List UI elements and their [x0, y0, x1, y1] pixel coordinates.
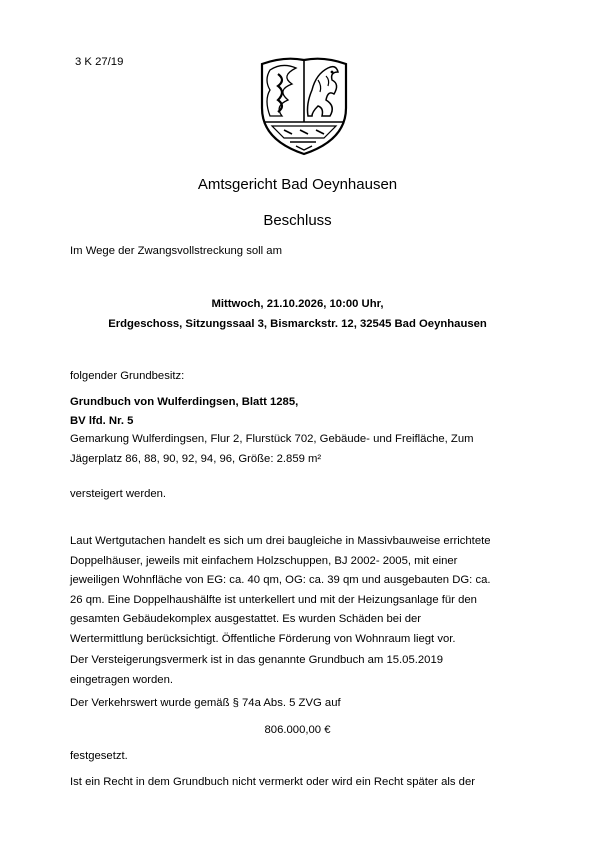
appraisal-line: Wertermittlung berücksichtigt. Öffentliche Förderung von Wohnraum liegt vor. [70, 632, 456, 645]
appraisal-line: 26 qm. Eine Doppelhaushälfte ist unterkellert und mit der Heizungsanlage für den [70, 593, 477, 606]
market-value: 806.000,00 € [264, 724, 331, 736]
registration-line: eingetragen worden. [70, 673, 174, 686]
registration-line: Der Versteigerungsvermerk ist in das genannte Grundbuch am 15.05.2019 [70, 654, 444, 666]
case-number: 3 K 27/19 [75, 56, 124, 68]
intro-text: Im Wege der Zwangsvollstreckung soll am [70, 245, 283, 257]
appraisal-line: Doppelhäuser, jeweils mit einfachem Holzschuppen, BJ 2002- 2005, mit einer [70, 554, 458, 567]
coat-of-arms-icon [256, 50, 352, 158]
appointment-date: Mittwoch, 21.10.2026, 10:00 Uhr, [211, 298, 384, 310]
property-description-line: Gemarkung Wulferdingsen, Flur 2, Flurstück 702, Gebäude- und Freifläche, Zum [70, 433, 474, 445]
property-description-line: Jägerplatz 86, 88, 90, 92, 94, 96, Größe: 2.859 m² [70, 452, 322, 465]
appointment-location: Erdgeschoss, Sitzungssaal 3, Bismarckstr. 12, 32545 Bad Oeynhausen [108, 318, 487, 330]
auction-text: versteigert werden. [70, 488, 167, 500]
fixed-text: festgesetzt. [70, 750, 128, 762]
property-description [70, 430, 530, 469]
document-title: Beschluss [263, 212, 332, 229]
closing-fragment: Ist ein Recht in dem Grundbuch nicht vermerkt oder wird ein Recht später als der [70, 776, 475, 788]
appraisal-paragraph [70, 532, 530, 649]
appraisal-line: Laut Wertgutachen handelt es sich um drei baugleiche in Massivbauweise errichtete [70, 535, 491, 547]
registration-paragraph [70, 651, 530, 690]
appraisal-line: gesamten Gebäudekomplex ausgestattet. Es wurden Schäden bei der [70, 613, 422, 625]
court-name: Amtsgericht Bad Oeynhausen [197, 176, 398, 193]
property-heading: folgender Grundbesitz: [70, 370, 185, 382]
market-value-intro: Der Verkehrswert wurde gemäß § 74a Abs. 5 ZVG auf [70, 697, 341, 709]
appraisal-line: jeweiligen Wohnfläche von EG: ca. 40 qm, OG: ca. 39 qm und ausgebauten DG: ca. [70, 574, 491, 586]
land-register-line-2: BV lfd. Nr. 5 [70, 415, 134, 427]
land-register-line-1: Grundbuch von Wulferdingsen, Blatt 1285, [70, 396, 299, 408]
